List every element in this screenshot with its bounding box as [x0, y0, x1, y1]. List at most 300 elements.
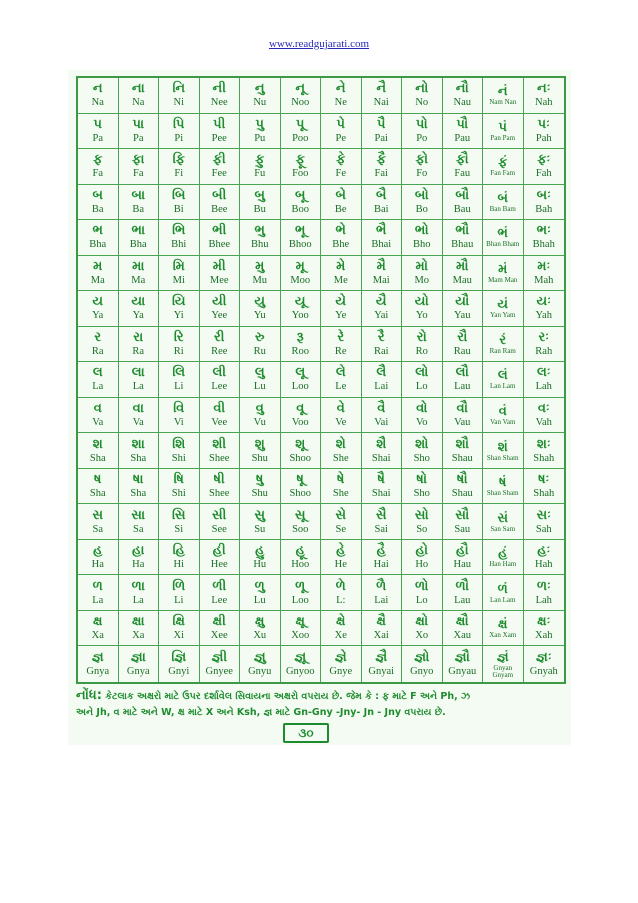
roman-transliteration: So [416, 523, 428, 535]
gujarati-syllable: જ્ઞી [211, 650, 228, 666]
chart-cell [240, 611, 281, 647]
chart-cell [281, 256, 322, 292]
chart-cell [78, 433, 119, 469]
gujarati-syllable: ના [131, 81, 145, 97]
gujarati-syllable: મે [336, 258, 346, 274]
gujarati-syllable: ક્ષા [131, 614, 145, 630]
roman-transliteration: Bhan Bham [486, 240, 520, 249]
chart-cell [119, 433, 160, 469]
chart-cell [321, 469, 362, 505]
roman-transliteration: Loo [291, 381, 309, 393]
chart-cell [281, 78, 322, 114]
gujarati-syllable: શો [415, 436, 429, 452]
gujarati-syllable: બા [131, 187, 146, 203]
chart-cell [402, 611, 443, 647]
gujarati-syllable: જ્ઞઃ [535, 650, 552, 666]
gujarati-syllable: રઃ [538, 329, 549, 345]
roman-transliteration: Vai [374, 417, 389, 429]
chart-cell [443, 646, 484, 682]
roman-transliteration: Pe [335, 132, 346, 144]
chart-cell [483, 291, 524, 327]
gujarati-syllable: હા [132, 543, 145, 559]
roman-transliteration: Lo [415, 381, 428, 393]
gujarati-syllable: સા [131, 507, 146, 523]
chart-cell [402, 114, 443, 150]
roman-transliteration: Fu [254, 168, 266, 180]
chart-cell [240, 220, 281, 256]
chart-cell [362, 291, 403, 327]
gujarati-syllable: ળિ [172, 578, 186, 594]
roman-transliteration: Na [132, 97, 145, 109]
chart-cell [483, 504, 524, 540]
gujarati-syllable: ની [212, 81, 226, 97]
chart-cell [402, 575, 443, 611]
gujarati-syllable: નૌ [455, 81, 469, 97]
chart-cell [483, 185, 524, 221]
note-line-1: કેટલાક અક્ષરો માટે ઉપર દર્શાવેલ સિવાયના અક્ષરો વપરાય છે. જેમ કે : ફ માટે F અને Ph, ઝ [105, 691, 471, 702]
gujarati-syllable: સં [497, 510, 509, 526]
roman-transliteration: See [211, 523, 227, 535]
roman-transliteration: Nai [373, 97, 389, 109]
gujarati-syllable: હૌ [455, 543, 469, 559]
chart-cell [483, 433, 524, 469]
roman-transliteration: Gnyu [248, 666, 272, 678]
roman-transliteration: Yo [415, 310, 428, 322]
roman-transliteration: Lo [415, 594, 428, 606]
chart-cell [200, 398, 241, 434]
gujarati-syllable: ક્ષઃ [537, 614, 551, 630]
chart-cell [402, 291, 443, 327]
chart-cell [281, 149, 322, 185]
gujarati-syllable: વી [213, 401, 226, 417]
roman-transliteration: No [415, 97, 429, 109]
gujarati-syllable: વિ [173, 401, 185, 417]
gujarati-syllable: લૂ [295, 365, 306, 381]
gujarati-syllable: ક્ષે [336, 614, 346, 630]
roman-transliteration: Xee [210, 630, 228, 642]
roman-transliteration: La [132, 381, 144, 393]
roman-transliteration: Ha [132, 559, 145, 571]
gujarati-syllable: ષિ [173, 472, 184, 488]
gujarati-syllable: શા [131, 436, 145, 452]
gujarati-syllable: પ [93, 116, 102, 132]
chart-cell [402, 327, 443, 363]
roman-transliteration: Shi [171, 452, 186, 464]
gujarati-syllable: યૂ [294, 294, 306, 310]
chart-cell [443, 220, 484, 256]
gujarati-syllable: જ્ઞ [91, 650, 104, 666]
roman-transliteration: Fai [374, 168, 388, 180]
gujarati-syllable: રી [214, 329, 225, 345]
chart-cell [524, 469, 565, 505]
chart-cell [402, 78, 443, 114]
chart-cell [443, 398, 484, 434]
gujarati-syllable: બી [212, 187, 227, 203]
site-url-link[interactable]: www.readgujarati.com [268, 38, 370, 50]
chart-cell [159, 469, 200, 505]
roman-transliteration: Ba [91, 203, 104, 215]
chart-cell [524, 149, 565, 185]
gujarati-syllable: ષં [499, 475, 507, 491]
chart-cell [483, 575, 524, 611]
roman-transliteration: Hoo [291, 559, 310, 571]
roman-transliteration: Shah [533, 488, 555, 500]
chart-cell [321, 611, 362, 647]
roman-transliteration: Yai [374, 310, 389, 322]
chart-cell [402, 398, 443, 434]
roman-transliteration: Ve [335, 417, 347, 429]
roman-transliteration: Gnyi [168, 666, 190, 678]
roman-transliteration: Yan Yam [490, 311, 516, 320]
chart-cell [402, 433, 443, 469]
roman-transliteration: Rai [373, 345, 389, 357]
roman-transliteration: Li [174, 381, 184, 393]
roman-transliteration: Bho [412, 239, 431, 251]
chart-cell [78, 362, 119, 398]
gujarati-syllable: જ્ઞૈ [375, 650, 388, 666]
gujarati-syllable: ભી [212, 223, 227, 239]
roman-transliteration: Ya [132, 310, 144, 322]
gujarati-syllable: મૂ [295, 258, 305, 274]
gujarati-syllable: યે [335, 294, 347, 310]
gujarati-syllable: લિ [172, 365, 186, 381]
roman-transliteration: Ban Bam [489, 204, 516, 213]
roman-transliteration: Pee [211, 132, 227, 144]
gujarati-syllable: નં [497, 84, 508, 100]
gujarati-syllable: વં [498, 404, 507, 420]
gujarati-syllable: બૂ [295, 187, 306, 203]
gujarati-syllable: ભો [414, 223, 429, 239]
chart-cell [281, 362, 322, 398]
chart-cell [159, 185, 200, 221]
gujarati-syllable: લં [497, 368, 508, 384]
gujarati-syllable: ળે [335, 578, 346, 594]
chart-cell [362, 185, 403, 221]
gujarati-syllable: ક્ષિ [172, 614, 185, 630]
roman-transliteration: Noo [291, 97, 310, 109]
roman-transliteration: Sho [413, 452, 430, 464]
gujarati-syllable: શિ [172, 436, 186, 452]
chart-cell [200, 575, 241, 611]
chart-cell [281, 646, 322, 682]
gujarati-syllable: ફિ [172, 152, 185, 168]
gujarati-syllable: ક્ષ [93, 614, 103, 630]
roman-transliteration: Bhoo [288, 239, 312, 251]
chart-cell [443, 611, 484, 647]
roman-transliteration: Nau [453, 97, 471, 109]
roman-transliteration: Rau [453, 345, 471, 357]
roman-transliteration: Xo [415, 630, 429, 642]
chart-cell [443, 149, 484, 185]
chart-cell [119, 327, 160, 363]
chart-cell [119, 469, 160, 505]
chart-cell [362, 256, 403, 292]
chart-cell [402, 540, 443, 576]
gujarati-syllable: ફો [415, 152, 429, 168]
chart-cell [200, 220, 241, 256]
chart-cell [483, 149, 524, 185]
chart-cell [524, 291, 565, 327]
gujarati-syllable: હે [336, 543, 346, 559]
chart-cell [362, 433, 403, 469]
gujarati-syllable: બિ [172, 187, 186, 203]
chart-cell [78, 398, 119, 434]
gujarati-syllable: ફં [498, 155, 508, 171]
gujarati-syllable: જ્ઞૂ [294, 650, 307, 666]
chart-cell [200, 362, 241, 398]
gujarati-syllable: ફૌ [455, 152, 469, 168]
gujarati-syllable: યં [497, 297, 509, 313]
gujarati-romanization-chart [76, 76, 566, 684]
chart-cell [281, 575, 322, 611]
gujarati-syllable: પિ [173, 116, 185, 132]
chart-cell [119, 291, 160, 327]
gujarati-syllable: લી [212, 365, 227, 381]
gujarati-syllable: ક્ષૈ [376, 614, 386, 630]
chart-cell [78, 575, 119, 611]
chart-cell [159, 78, 200, 114]
chart-cell [483, 256, 524, 292]
gujarati-syllable: હુ [255, 543, 265, 559]
gujarati-syllable: ફુ [255, 152, 265, 168]
gujarati-syllable: યી [212, 294, 227, 310]
roman-transliteration: Xi [173, 630, 184, 642]
roman-transliteration: Fo [416, 168, 428, 180]
gujarati-syllable: પુ [255, 116, 264, 132]
roman-transliteration: Lu [253, 381, 266, 393]
roman-transliteration: Ro [415, 345, 428, 357]
chart-cell [321, 504, 362, 540]
chart-cell [240, 504, 281, 540]
gujarati-syllable: ભુ [254, 223, 265, 239]
roman-transliteration: Ha [91, 559, 104, 571]
gujarati-syllable: ષઃ [538, 472, 550, 488]
chart-cell [159, 114, 200, 150]
gujarati-syllable: હૂ [295, 543, 305, 559]
note-line-2: અને Jh, વ માટે અને W, ક્ષ માટે X અને Ksh, જ્ઞ માટે Gn-Gny -Jny- Jn - Jny વપરાય છે. [76, 707, 446, 718]
gujarati-syllable: રં [499, 332, 507, 348]
chart-cell [524, 646, 565, 682]
gujarati-syllable: મી [212, 258, 226, 274]
chart-cell [78, 185, 119, 221]
chart-cell [321, 220, 362, 256]
roman-transliteration: Pan Pam [490, 133, 516, 142]
roman-transliteration: Gnyee [205, 666, 233, 678]
chart-cell [200, 291, 241, 327]
roman-transliteration: Gnya [126, 666, 150, 678]
chart-cell [240, 185, 281, 221]
chart-cell [281, 469, 322, 505]
gujarati-syllable: લૌ [455, 365, 469, 381]
chart-cell [443, 291, 484, 327]
roman-transliteration: Xoo [291, 630, 310, 642]
chart-cell [240, 540, 281, 576]
chart-cell [159, 646, 200, 682]
roman-transliteration: Le [335, 381, 347, 393]
roman-transliteration: Bau [453, 203, 471, 215]
roman-transliteration: Po [416, 132, 428, 144]
roman-transliteration: Yah [535, 310, 552, 322]
gujarati-syllable: પૂ [296, 116, 305, 132]
roman-transliteration: Sa [92, 523, 103, 535]
gujarati-syllable: સો [414, 507, 429, 523]
chart-cell [78, 504, 119, 540]
roman-transliteration: Fee [211, 168, 227, 180]
chart-cell [402, 362, 443, 398]
gujarati-syllable: જ્ઞં [496, 649, 509, 665]
chart-cell [524, 504, 565, 540]
gujarati-syllable: ભિ [172, 223, 186, 239]
gujarati-syllable: શં [497, 439, 508, 455]
chart-cell [402, 469, 443, 505]
gujarati-syllable: ક્ષં [498, 617, 508, 633]
page-number: ૩૦ [283, 723, 329, 743]
chart-cell [483, 78, 524, 114]
roman-transliteration: Hu [253, 559, 267, 571]
gujarati-syllable: બુ [254, 187, 265, 203]
gujarati-syllable: સૌ [455, 507, 470, 523]
roman-transliteration: Bee [211, 203, 228, 215]
chart-cell [240, 398, 281, 434]
chart-cell [321, 185, 362, 221]
gujarati-syllable: હો [415, 543, 428, 559]
roman-transliteration: Bhee [208, 239, 231, 251]
roman-transliteration: Foo [292, 168, 309, 180]
chart-cell [119, 114, 160, 150]
chart-cell [119, 185, 160, 221]
roman-transliteration: Lee [211, 594, 228, 606]
chart-cell [362, 327, 403, 363]
chart-cell [524, 114, 565, 150]
gujarati-syllable: મૈ [376, 258, 386, 274]
chart-cell [119, 256, 160, 292]
roman-transliteration: Ma [131, 274, 146, 286]
chart-cell [119, 504, 160, 540]
roman-transliteration: Boo [291, 203, 309, 215]
gujarati-syllable: ષી [213, 472, 225, 488]
roman-transliteration: Sha [89, 452, 106, 464]
roman-transliteration: Shau [451, 452, 473, 464]
roman-transliteration: Bha [129, 239, 147, 251]
gujarati-syllable: વઃ [537, 401, 550, 417]
gujarati-syllable: શ [92, 436, 103, 452]
roman-transliteration: Shu [251, 452, 268, 464]
chart-cell [78, 256, 119, 292]
gujarati-syllable: યિ [171, 294, 186, 310]
roman-transliteration: Gnyo [410, 666, 434, 678]
roman-transliteration: Gnye [329, 666, 353, 678]
roman-transliteration: Loo [291, 594, 309, 606]
roman-transliteration: Fa [133, 168, 144, 180]
gujarati-syllable: ન [92, 81, 103, 97]
roman-transliteration: Pai [374, 132, 388, 144]
gujarati-syllable: વા [132, 401, 144, 417]
gujarati-syllable: વૌ [456, 401, 468, 417]
chart-cell [362, 78, 403, 114]
gujarati-syllable: હઃ [537, 543, 551, 559]
gujarati-syllable: ફા [132, 152, 145, 168]
roman-transliteration: Ya [92, 310, 104, 322]
gujarati-syllable: પી [213, 116, 226, 132]
roman-transliteration: Hau [453, 559, 471, 571]
chart-cell [159, 256, 200, 292]
chart-cell [78, 114, 119, 150]
chart-cell [321, 646, 362, 682]
roman-transliteration: Bu [253, 203, 266, 215]
roman-transliteration: Shan Sham [486, 489, 519, 498]
gujarati-syllable: યા [131, 294, 146, 310]
gujarati-syllable: રુ [254, 329, 265, 345]
roman-transliteration: Fa [92, 168, 103, 180]
gujarati-syllable: ફઃ [537, 152, 551, 168]
roman-transliteration: Shi [171, 488, 186, 500]
roman-transliteration: Pah [535, 132, 552, 144]
roman-transliteration: Ye [335, 310, 347, 322]
roman-transliteration: Ba [132, 203, 145, 215]
chart-cell [443, 185, 484, 221]
chart-cell [78, 646, 119, 682]
chart-cell [402, 504, 443, 540]
chart-cell [78, 469, 119, 505]
gujarati-syllable: ળં [497, 581, 508, 597]
gujarati-syllable: મ [93, 258, 103, 274]
gujarati-syllable: ફૈ [376, 152, 386, 168]
chart-cell [240, 149, 281, 185]
chart-cell [200, 149, 241, 185]
roman-transliteration: Ri [173, 345, 184, 357]
roman-transliteration: Roo [291, 345, 309, 357]
gujarati-syllable: ને [335, 81, 346, 97]
roman-transliteration: Shoo [289, 488, 312, 500]
gujarati-syllable: જ્ઞિ [171, 650, 187, 666]
chart-cell [78, 149, 119, 185]
chart-cell [443, 469, 484, 505]
gujarati-syllable: રૈ [377, 329, 385, 345]
gujarati-syllable: નૈ [376, 81, 387, 97]
chart-cell [119, 220, 160, 256]
chart-cell [321, 433, 362, 469]
gujarati-syllable: સી [212, 507, 227, 523]
gujarati-syllable: ર [94, 329, 102, 345]
roman-transliteration: Bai [373, 203, 389, 215]
chart-cell [159, 220, 200, 256]
gujarati-syllable: વ [93, 401, 102, 417]
gujarati-syllable: ક્ષો [415, 614, 429, 630]
chart-cell [483, 469, 524, 505]
roman-transliteration: Hai [373, 559, 389, 571]
roman-transliteration: Mo [414, 274, 430, 286]
chart-cell [119, 575, 160, 611]
roman-transliteration: Lan Lam [490, 382, 516, 391]
gujarati-syllable: શૌ [455, 436, 469, 452]
gujarati-syllable: પૈ [377, 116, 386, 132]
chart-cell [240, 327, 281, 363]
gujarati-syllable: ષા [133, 472, 144, 488]
roman-transliteration: Xa [91, 630, 104, 642]
gujarati-syllable: ળઃ [536, 578, 551, 594]
gujarati-syllable: ભૌ [455, 223, 470, 239]
roman-transliteration: Va [132, 417, 144, 429]
chart-cell [78, 327, 119, 363]
gujarati-syllable: જ્ઞે [334, 650, 347, 666]
chart-cell [524, 185, 565, 221]
gujarati-syllable: લ [92, 365, 103, 381]
gujarati-syllable: વૂ [296, 401, 305, 417]
roman-transliteration: Sho [413, 488, 430, 500]
chart-cell [200, 78, 241, 114]
chart-cell [321, 149, 362, 185]
roman-transliteration: Fau [454, 168, 471, 180]
